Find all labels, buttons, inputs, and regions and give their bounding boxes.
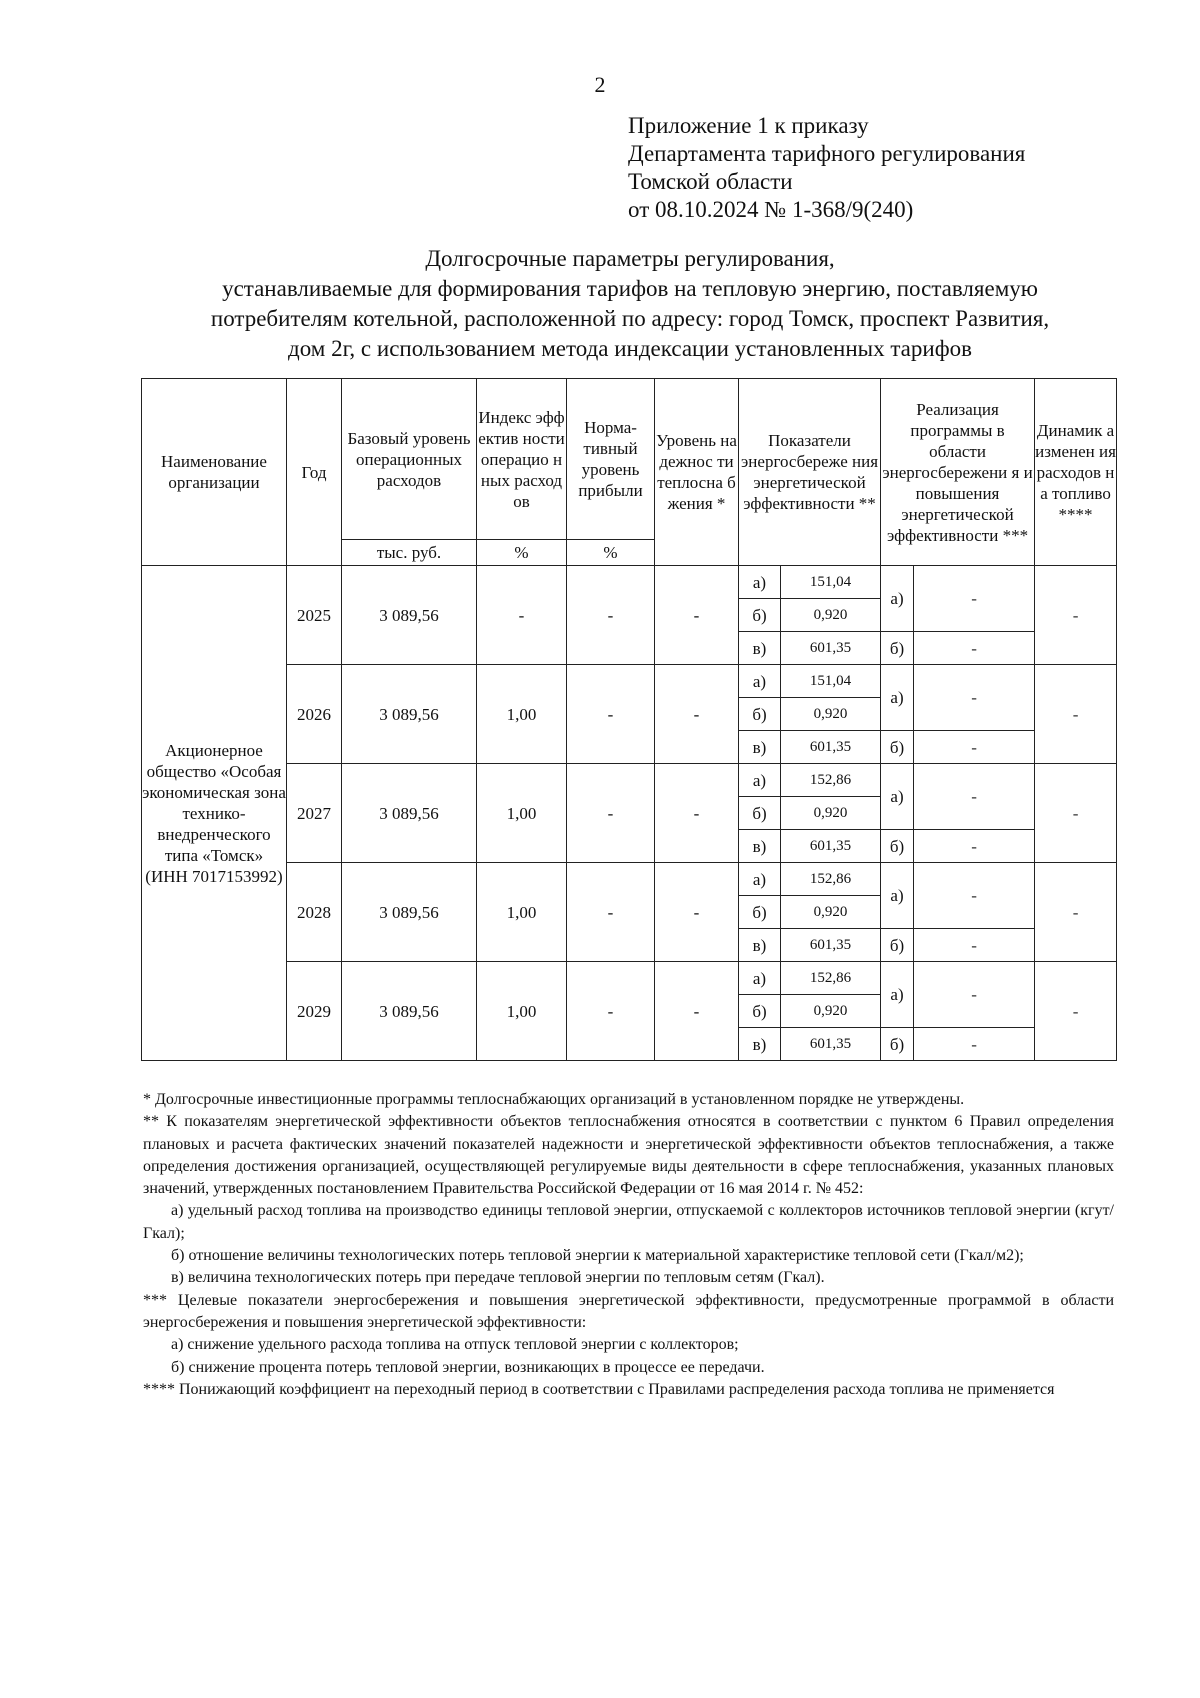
energy-label-a: а) [739, 962, 781, 995]
energy-label-a: а) [739, 863, 781, 896]
program-value-b: - [914, 929, 1035, 962]
energy-label-b: б) [739, 698, 781, 731]
index-cell: 1,00 [477, 863, 567, 962]
table-row [142, 566, 1117, 599]
dynamics-cell: - [1035, 665, 1117, 764]
program-label-a: а) [881, 863, 914, 929]
program-label-b: б) [881, 731, 914, 764]
energy-value-a: 151,04 [781, 566, 881, 599]
dynamics-cell: - [1035, 863, 1117, 962]
unit-base: тыс. руб. [342, 540, 477, 566]
index-cell: - [477, 566, 567, 665]
title-line: дом 2г, с использованием метода индексации установленных тарифов [288, 336, 972, 361]
base-cell: 3 089,56 [342, 566, 477, 665]
program-label-b: б) [881, 1028, 914, 1061]
program-value-b: - [914, 1028, 1035, 1061]
header-dynamics: Динамик а изменен ия расходов на топливо **** [1035, 379, 1117, 566]
energy-value-b: 0,920 [781, 698, 881, 731]
energy-label-a: а) [739, 665, 781, 698]
reliability-cell: - [655, 863, 739, 962]
energy-label-v: в) [739, 929, 781, 962]
energy-label-a: а) [739, 764, 781, 797]
header-index: Индекс эффектив ности операцио нных расходов [477, 379, 567, 540]
energy-value-a: 151,04 [781, 665, 881, 698]
index-cell: 1,00 [477, 962, 567, 1061]
program-value-a: - [914, 665, 1035, 731]
reliability-cell: - [655, 566, 739, 665]
program-label-b: б) [881, 830, 914, 863]
footnotes [143, 1089, 1114, 1401]
index-cell: 1,00 [477, 764, 567, 863]
program-value-a: - [914, 962, 1035, 1028]
footnote: **** Понижающий коэффициент на переходный период в соответствии с Правилами распределения расхода топлива не применяется [143, 1380, 1055, 1398]
header-org: Наименование организации [142, 379, 287, 566]
program-label-a: а) [881, 764, 914, 830]
appendix-line: от 08.10.2024 № 1-368/9(240) [628, 197, 914, 222]
footnote: в) величина технологических потерь при передаче тепловой энергии по тепловым сетям (Гкал). [171, 1269, 825, 1287]
base-cell: 3 089,56 [342, 665, 477, 764]
header-year: Год [287, 379, 342, 566]
program-value-a: - [914, 566, 1035, 632]
program-value-a: - [914, 764, 1035, 830]
organization-cell: Акционерное общество «Особая экономическая зона технико-внедренческого типа «Томск» (ИНН 7017153992) [142, 566, 287, 1061]
table-row [142, 764, 1117, 797]
table-row [142, 863, 1117, 896]
reliability-cell: - [655, 764, 739, 863]
energy-label-b: б) [739, 599, 781, 632]
energy-value-a: 152,86 [781, 764, 881, 797]
document-title [140, 244, 1120, 364]
dynamics-cell: - [1035, 962, 1117, 1061]
energy-label-b: б) [739, 896, 781, 929]
appendix-line: Приложение 1 к приказу [628, 113, 869, 138]
footnote: б) снижение процента потерь тепловой энергии, возникающих в процессе ее передачи. [171, 1358, 765, 1376]
program-label-a: а) [881, 962, 914, 1028]
energy-value-v: 601,35 [781, 731, 881, 764]
header-energy: Показатели энергосбереже ния энергетической эффективности ** [739, 379, 881, 566]
reliability-cell: - [655, 665, 739, 764]
base-cell: 3 089,56 [342, 863, 477, 962]
parameters-table [141, 378, 1117, 1061]
energy-label-a: а) [739, 566, 781, 599]
program-label-a: а) [881, 665, 914, 731]
dynamics-cell: - [1035, 566, 1117, 665]
dynamics-cell: - [1035, 764, 1117, 863]
header-profit: Норма-тивный уровень прибыли [567, 379, 655, 540]
program-label-b: б) [881, 632, 914, 665]
title-line: Долгосрочные параметры регулирования, [425, 246, 835, 271]
header-program: Реализация программы в области энергосбережени я и повышения энергетической эффективности *** [881, 379, 1035, 566]
title-line: устанавливаемые для формирования тарифов на тепловую энергию, поставляемую [222, 276, 1038, 301]
program-label-b: б) [881, 929, 914, 962]
year-cell: 2026 [287, 665, 342, 764]
footnote: * Долгосрочные инвестиционные программы теплоснабжающих организаций в установленном порядке не утверждены. [143, 1091, 965, 1108]
unit-index: % [477, 540, 567, 566]
year-cell: 2029 [287, 962, 342, 1061]
energy-label-v: в) [739, 731, 781, 764]
table-row [142, 962, 1117, 995]
base-cell: 3 089,56 [342, 764, 477, 863]
table-row [142, 665, 1117, 698]
profit-cell: - [567, 566, 655, 665]
energy-value-b: 0,920 [781, 599, 881, 632]
program-value-b: - [914, 830, 1035, 863]
energy-value-b: 0,920 [781, 797, 881, 830]
program-value-a: - [914, 863, 1035, 929]
header-reliability: Уровень надежнос ти теплосна бжения * [655, 379, 739, 566]
profit-cell: - [567, 764, 655, 863]
index-cell: 1,00 [477, 665, 567, 764]
energy-value-v: 601,35 [781, 830, 881, 863]
program-value-b: - [914, 731, 1035, 764]
title-line: потребителям котельной, расположенной по адресу: город Томск, проспект Развития, [210, 306, 1050, 331]
footnote: ** К показателям энергетической эффективности объектов теплоснабжения относятся в соответствии с пунктом 6 Правил определения плановых и расчета фактических значений показателей надежности и энергетической эффективности объектов теплоснабжения, а также определения достижения организацией, осуществляющей регулируемые виды деятельности в сфере теплоснабжения, указанных плановых значений, утвержденных постановлением Правительства Российской Федерации от 16 мая 2014 г. № 452: [143, 1113, 1114, 1198]
energy-value-b: 0,920 [781, 896, 881, 929]
energy-value-v: 601,35 [781, 1028, 881, 1061]
energy-label-v: в) [739, 632, 781, 665]
energy-value-a: 152,86 [781, 962, 881, 995]
footnote: б) отношение величины технологических потерь тепловой энергии к материальной характеристике тепловой сети (Гкал/м2); [171, 1247, 1024, 1265]
appendix-block [628, 112, 1025, 224]
energy-value-v: 601,35 [781, 929, 881, 962]
year-cell: 2028 [287, 863, 342, 962]
footnote: а) снижение удельного расхода топлива на отпуск тепловой энергии с коллекторов; [171, 1336, 739, 1354]
profit-cell: - [567, 863, 655, 962]
energy-label-b: б) [739, 995, 781, 1028]
energy-value-a: 152,86 [781, 863, 881, 896]
page-number: 2 [594, 72, 606, 97]
year-cell: 2027 [287, 764, 342, 863]
program-value-b: - [914, 632, 1035, 665]
energy-label-v: в) [739, 830, 781, 863]
profit-cell: - [567, 962, 655, 1061]
base-cell: 3 089,56 [342, 962, 477, 1061]
energy-value-v: 601,35 [781, 632, 881, 665]
program-label-a: а) [881, 566, 914, 632]
appendix-line: Томской области [628, 169, 793, 194]
profit-cell: - [567, 665, 655, 764]
year-cell: 2025 [287, 566, 342, 665]
appendix-line: Департамента тарифного регулирования [628, 141, 1026, 166]
energy-label-v: в) [739, 1028, 781, 1061]
energy-value-b: 0,920 [781, 995, 881, 1028]
header-base: Базовый уровень операционных расходов [342, 379, 477, 540]
footnote: а) удельный расход топлива на производство единицы тепловой энергии, отпускаемой с коллекторов источников тепловой энергии (кгут/Гкал); [143, 1202, 1114, 1242]
energy-label-b: б) [739, 797, 781, 830]
footnote: *** Целевые показатели энергосбережения и повышения энергетической эффективности, предусмотренные программой в области энергосбережения и повышения энергетической эффективности: [143, 1291, 1114, 1331]
unit-profit: % [567, 540, 655, 566]
reliability-cell: - [655, 962, 739, 1061]
